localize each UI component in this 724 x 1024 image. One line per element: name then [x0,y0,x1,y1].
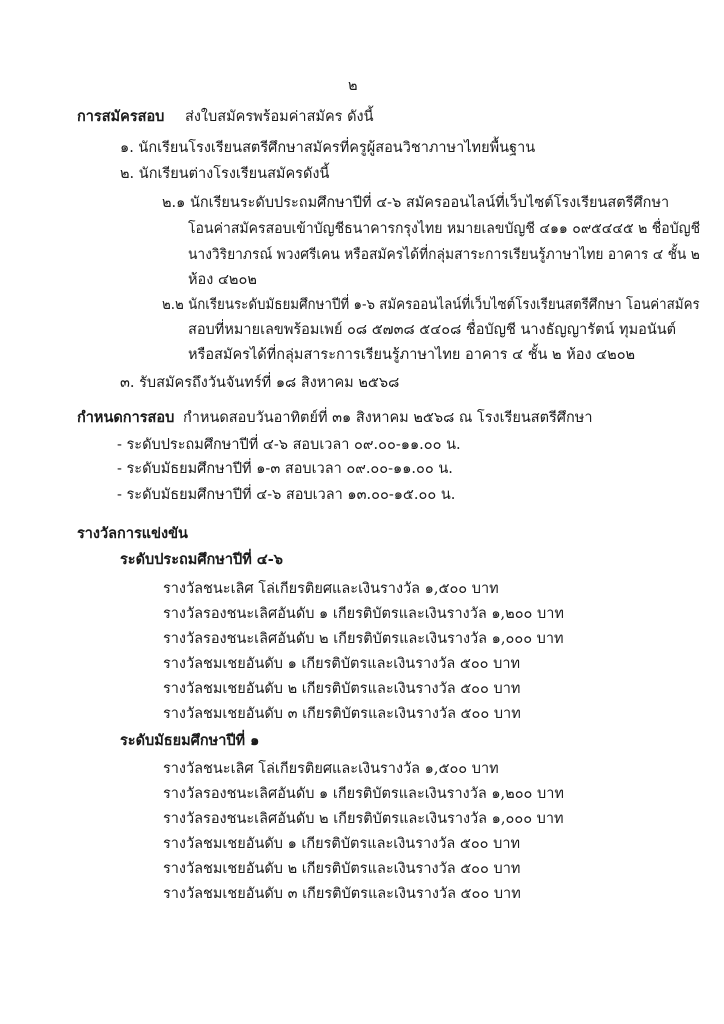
award-item: รางวัลรองชนะเลิศอันดับ ๑ เกียรติบัตรและเงินรางวัล ๑,๒๐๐ บาท [163,606,564,622]
award-group-title: ระดับประถมศึกษาปีที่ ๔-๖ [120,551,284,568]
award-item: รางวัลรองชนะเลิศอันดับ ๑ เกียรติบัตรและเงินรางวัล ๑,๒๐๐ บาท [163,786,564,802]
award-item: รางวัลชมเชยอันดับ ๒ เกียรติบัตรและเงินรางวัล ๕๐๐ บาท [163,861,521,877]
schedule-heading: กำหนดการสอบ [77,409,175,426]
registration-item-2: ๒. นักเรียนต่างโรงเรียนสมัครดังนี้ [120,166,330,182]
registration-item-2-1-line-1: ๒.๑ นักเรียนระดับประถมศึกษาปีที่ ๔-๖ สมัครออนไลน์ที่เว็บไซต์โรงเรียนสตรีศึกษา [162,195,670,211]
award-item: รางวัลชมเชยอันดับ ๒ เกียรติบัตรและเงินรางวัล ๕๐๐ บาท [163,681,521,697]
registration-heading: การสมัครสอบ [77,108,165,125]
award-item: รางวัลชมเชยอันดับ ๓ เกียรติบัตรและเงินรางวัล ๕๐๐ บาท [163,886,521,902]
registration-item-1: ๑. นักเรียนโรงเรียนสตรีศึกษาสมัครที่ครูผู้สอนวิชาภาษาไทยพื้นฐาน [120,140,536,156]
registration-intro: ส่งใบสมัครพร้อมค่าสมัคร ดังนี้ [185,109,374,125]
registration-item-2-1-line-3: นางวิริยาภรณ์ พวงศรีเคน หรือสมัครได้ที่กลุ่มสาระการเรียนรู้ภาษาไทย อาคาร ๔ ชั้น ๒ [188,247,700,263]
registration-item-2-1-line-2: โอนค่าสมัครสอบเข้าบัญชีธนาคารกรุงไทย หมายเลขบัญชี ๔๑๑ ๐๙๕๔๔๕ ๒ ชื่อบัญชี [188,221,701,237]
schedule-item: - ระดับมัธยมศึกษาปีที่ ๔-๖ สอบเวลา ๑๓.๐๐-๑๕.๐๐ น. [117,487,456,503]
award-item: รางวัลชนะเลิศ โล่เกียรติยศและเงินรางวัล ๑,๕๐๐ บาท [163,581,499,597]
registration-item-2-2-line-1: ๒.๒ นักเรียนระดับมัธยมศึกษาปีที่ ๑-๖ สมัครออนไลน์ที่เว็บไซต์โรงเรียนสตรีศึกษา โอนค่าสมัคร [162,297,700,313]
registration-item-2-1-line-4: ห้อง ๔๒๐๒ [188,272,257,288]
registration-item-2-2-line-2: สอบที่หมายเลขพร้อมเพย์ ๐๘ ๕๗๓๘ ๕๔๐๘ ชื่อบัญชี นางธัญญารัตน์ ทุมอนันต์ [188,322,677,338]
schedule-item: - ระดับประถมศึกษาปีที่ ๔-๖ สอบเวลา ๐๙.๐๐-๑๑.๐๐ น. [117,437,461,453]
awards-heading: รางวัลการแข่งขัน [77,525,188,542]
schedule-intro: กำหนดสอบวันอาทิตย์ที่ ๓๑ สิงหาคม ๒๕๖๘ ณ โรงเรียนสตรีศึกษา [183,410,593,426]
page-number: ๒ [348,78,358,94]
award-group-title: ระดับมัธยมศึกษาปีที่ ๑ [120,732,260,749]
award-item: รางวัลรองชนะเลิศอันดับ ๒ เกียรติบัตรและเงินรางวัล ๑,๐๐๐ บาท [163,811,564,827]
award-item: รางวัลชนะเลิศ โล่เกียรติยศและเงินรางวัล ๑,๕๐๐ บาท [163,761,499,777]
award-item: รางวัลรองชนะเลิศอันดับ ๒ เกียรติบัตรและเงินรางวัล ๑,๐๐๐ บาท [163,631,564,647]
award-item: รางวัลชมเชยอันดับ ๑ เกียรติบัตรและเงินรางวัล ๕๐๐ บาท [163,656,521,672]
registration-item-3: ๓. รับสมัครถึงวันจันทร์ที่ ๑๘ สิงหาคม ๒๕๖๘ [120,375,400,391]
registration-item-2-2-line-3: หรือสมัครได้ที่กลุ่มสาระการเรียนรู้ภาษาไทย อาคาร ๔ ชั้น ๒ ห้อง ๔๒๐๒ [188,347,636,363]
award-item: รางวัลชมเชยอันดับ ๑ เกียรติบัตรและเงินรางวัล ๕๐๐ บาท [163,836,521,852]
schedule-item: - ระดับมัธยมศึกษาปีที่ ๑-๓ สอบเวลา ๐๙.๐๐-๑๑.๐๐ น. [117,461,453,477]
award-item: รางวัลชมเชยอันดับ ๓ เกียรติบัตรและเงินรางวัล ๕๐๐ บาท [163,706,521,722]
